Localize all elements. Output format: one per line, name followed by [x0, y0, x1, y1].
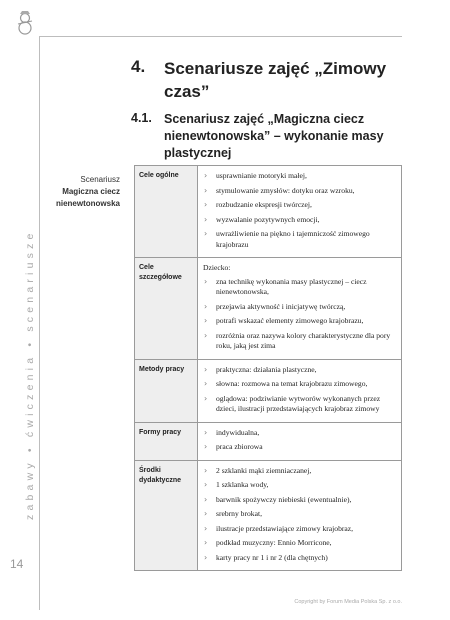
chapter-title: Scenariusze zajęć „Zimowy czas”	[164, 59, 387, 101]
list-item	[203, 553, 397, 564]
list-item	[203, 538, 397, 549]
copyright-notice: Copyright by Forum Media Polska Sp. z o.o.	[294, 599, 402, 605]
row-header: Cele szczegółowe	[135, 258, 198, 360]
chevron-right-icon: ›	[204, 185, 208, 195]
chevron-right-icon: ›	[204, 427, 208, 437]
row-header: Cele ogólne	[135, 166, 198, 258]
list-item-text: stymulowanie zmysłów: dotyku oraz wzroku,	[216, 185, 355, 195]
table-row	[135, 359, 402, 422]
list-item	[203, 229, 397, 250]
list-item-text: potrafi wskazać elementy zimowego krajobrazu,	[216, 316, 364, 325]
scenario-label-line1: Scenariusz	[80, 175, 120, 184]
table-row	[135, 460, 402, 571]
snowman-logo-icon	[14, 10, 36, 36]
list-item-text: rozróżnia oraz nazywa kolory charakterystyczne dla pory roku, jaką jest zima	[216, 330, 391, 350]
list-item	[203, 480, 397, 491]
section-title: Scenariusz zajęć „Magiczna ciecz nienewtonowska” – wykonanie masy plastycznej	[164, 112, 384, 160]
list-item	[203, 365, 397, 376]
chevron-right-icon: ›	[204, 171, 208, 180]
chevron-right-icon: ›	[204, 379, 208, 388]
list-item	[203, 495, 397, 506]
chevron-right-icon: ›	[204, 552, 208, 562]
list-item-text: słowna: rozmowa na temat krajobrazu zimowego,	[216, 379, 368, 388]
row-header: Metody pracy	[135, 359, 198, 422]
list-item	[203, 379, 397, 390]
list-item-text: praktyczna: działania plastyczne,	[216, 364, 317, 374]
chevron-right-icon: ›	[204, 301, 208, 311]
chevron-right-icon: ›	[204, 393, 208, 403]
list-item-text: przejawia aktywność i inicjatywę twórczą,	[216, 301, 346, 311]
list-item	[203, 509, 397, 520]
list-item	[203, 524, 397, 535]
chevron-right-icon: ›	[204, 330, 208, 340]
list-item-text: ilustracje przedstawiające zimowy krajobraz,	[216, 523, 354, 533]
chevron-right-icon: ›	[204, 229, 208, 238]
list-item-text: oglądowa: podziwianie wytworów wykonanych przez dzieci, ilustracji przedstawiających krajobraz zimowy	[216, 393, 381, 413]
list-item-text: usprawnianie motoryki małej,	[216, 171, 307, 180]
scenario-label-line2: Magiczna ciecz nienewtonowska	[55, 187, 120, 208]
list-item	[203, 331, 397, 352]
list-item-text: podkład muzyczny: Ennio Morricone,	[216, 538, 332, 547]
list-item	[203, 466, 397, 477]
chevron-right-icon: ›	[204, 509, 208, 518]
list-item-text: 2 szklanki mąki ziemniaczanej,	[216, 465, 312, 475]
chevron-right-icon: ›	[204, 523, 208, 533]
row-header: Formy pracy	[135, 422, 198, 460]
top-rule	[39, 36, 402, 37]
sidebar-vertical-text: zabawy • ćwiczenia • scenariusze	[24, 229, 36, 520]
chevron-right-icon: ›	[204, 538, 208, 547]
list-item	[203, 277, 397, 298]
chevron-right-icon: ›	[204, 364, 208, 374]
chevron-right-icon: ›	[204, 316, 208, 325]
list-item	[203, 442, 397, 453]
list-item-text: wyzwalanie pozytywnych emocji,	[216, 214, 320, 224]
row-header: Środki dydaktyczne	[135, 460, 198, 571]
table-row	[135, 258, 402, 360]
list-item	[203, 171, 397, 182]
chevron-right-icon: ›	[204, 276, 208, 286]
list-item	[203, 428, 397, 439]
chevron-right-icon: ›	[204, 494, 208, 504]
row-content	[198, 258, 402, 360]
list-item-text: karty pracy nr 1 i nr 2 (dla chętnych)	[216, 552, 328, 562]
chevron-right-icon: ›	[204, 214, 208, 224]
list-item	[203, 215, 397, 226]
scenario-label	[44, 174, 120, 210]
page-number: 14	[10, 557, 24, 571]
list-item-text: barwnik spożywczy niebieski (ewentualnie),	[216, 494, 352, 504]
table-row	[135, 422, 402, 460]
chevron-right-icon: ›	[204, 465, 208, 475]
list-item	[203, 302, 397, 313]
list-item-text: 1 szklanka wody,	[216, 480, 269, 489]
list-item	[203, 186, 397, 197]
list-item	[203, 200, 397, 211]
list-item	[203, 394, 397, 415]
list-item-text: rozbudzanie ekspresji twórczej,	[216, 200, 312, 209]
chevron-right-icon: ›	[204, 480, 208, 489]
table-row	[135, 166, 402, 258]
margin-rule	[39, 36, 40, 610]
row-content	[198, 166, 402, 258]
row-content	[198, 460, 402, 571]
list-item-text: uwrażliwienie na piękno i tajemniczość zimowego krajobrazu	[216, 229, 370, 249]
list-item-text: zna technikę wykonania masy plastycznej – ciecz nienewtonowska,	[216, 276, 367, 296]
list-item-text: praca zbiorowa	[216, 442, 263, 451]
scenario-table	[134, 165, 402, 571]
list-item-text: srebrny brokat,	[216, 509, 262, 518]
row-content	[198, 359, 402, 422]
chapter-number: 4.	[131, 57, 146, 76]
chevron-right-icon: ›	[204, 200, 208, 209]
list-item	[203, 316, 397, 327]
row-content	[198, 422, 402, 460]
section-number: 4.1.	[131, 111, 152, 125]
row-intro: Dziecko:	[203, 263, 231, 272]
chevron-right-icon: ›	[204, 442, 208, 451]
list-item-text: indywidualna,	[216, 427, 260, 437]
